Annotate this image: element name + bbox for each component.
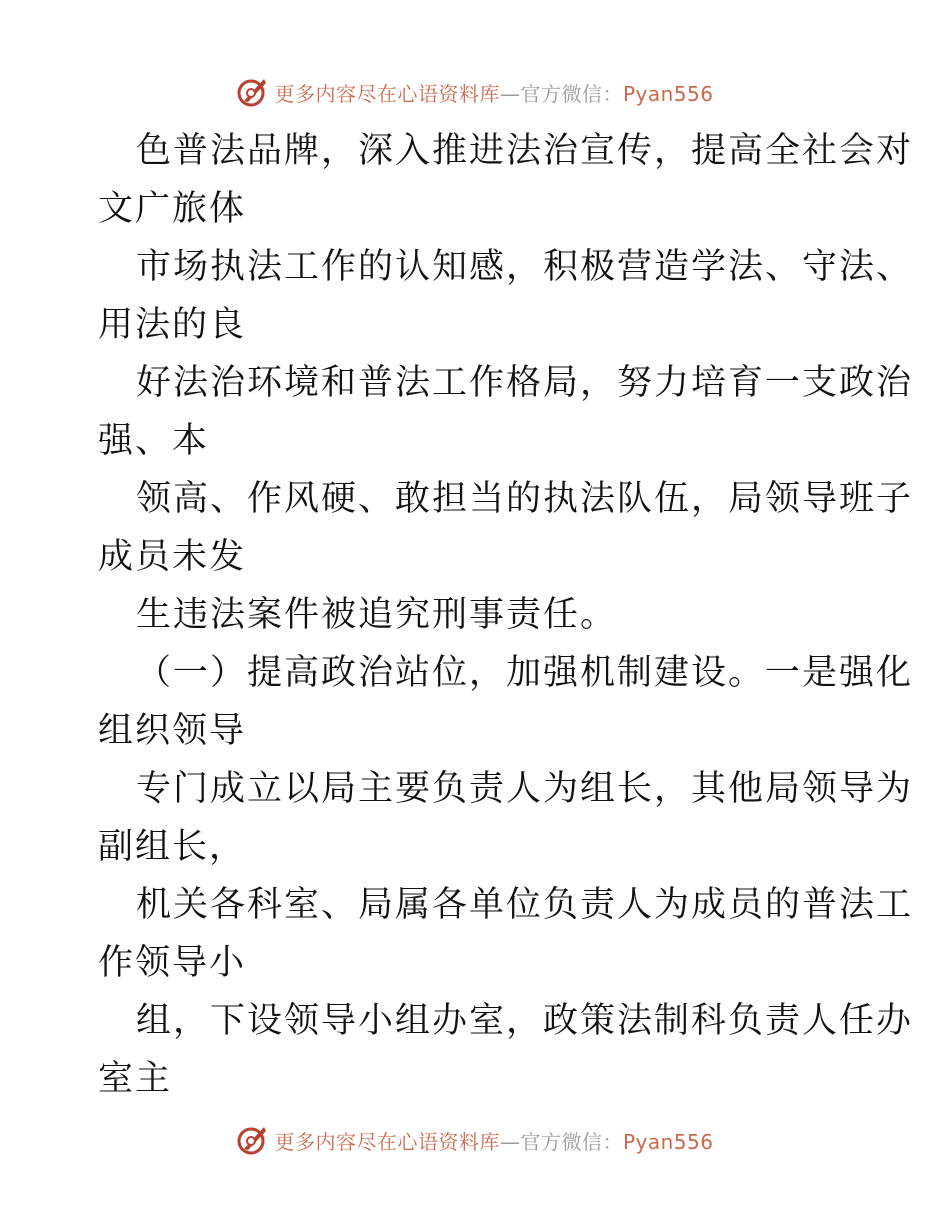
text-line: 领高、作风硬、敢担当的执法队伍，局领导班子	[136, 479, 914, 519]
text-line: 色普法品牌，深入推进法治宣传，提高全社会对	[136, 131, 914, 171]
header-watermark-banner	[0, 72, 950, 112]
watermark-dash: —	[499, 81, 521, 106]
text-line: 文广旅体	[98, 189, 247, 229]
watermark-wechat-label: 官方微信：	[520, 1129, 623, 1154]
footer-watermark-banner	[0, 1120, 950, 1160]
text-line: 组织领导	[98, 711, 247, 751]
watermark-dash: —	[499, 1129, 521, 1154]
text-line: 作领导小	[98, 943, 247, 983]
watermark-wechat-label: 官方微信：	[520, 81, 623, 106]
watermark-wechat-id: Pyan556	[622, 81, 714, 106]
text-line: 强、本	[98, 421, 210, 461]
text-line: 室主	[98, 1059, 173, 1099]
document-body	[98, 122, 914, 1108]
watermark-text	[274, 78, 713, 107]
feather-pen-logo-icon	[236, 1123, 270, 1157]
watermark-wechat-id: Pyan556	[622, 1129, 714, 1154]
watermark-slogan: 更多内容尽在心语资料库	[274, 1129, 500, 1154]
watermark-text	[274, 1126, 713, 1155]
text-line: 成员未发	[98, 537, 247, 577]
text-line: （一）提高政治站位，加强机制建设。一是强化	[136, 653, 914, 693]
text-line: 副组长，	[98, 827, 247, 867]
text-line: 市场执法工作的认知感，积极营造学法、守法、	[136, 247, 914, 287]
text-line: 组，下设领导小组办室，政策法制科负责人任办	[136, 1001, 914, 1041]
text-line: 好法治环境和普法工作格局，努力培育一支政治	[136, 363, 914, 403]
text-line: 专门成立以局主要负责人为组长，其他局领导为	[136, 769, 914, 809]
watermark-slogan: 更多内容尽在心语资料库	[274, 81, 500, 106]
text-line: 用法的良	[98, 305, 247, 345]
feather-pen-logo-icon	[236, 75, 270, 109]
text-line: 生违法案件被追究刑事责任。	[136, 595, 618, 635]
text-line: 机关各科室、局属各单位负责人为成员的普法工	[136, 885, 914, 925]
